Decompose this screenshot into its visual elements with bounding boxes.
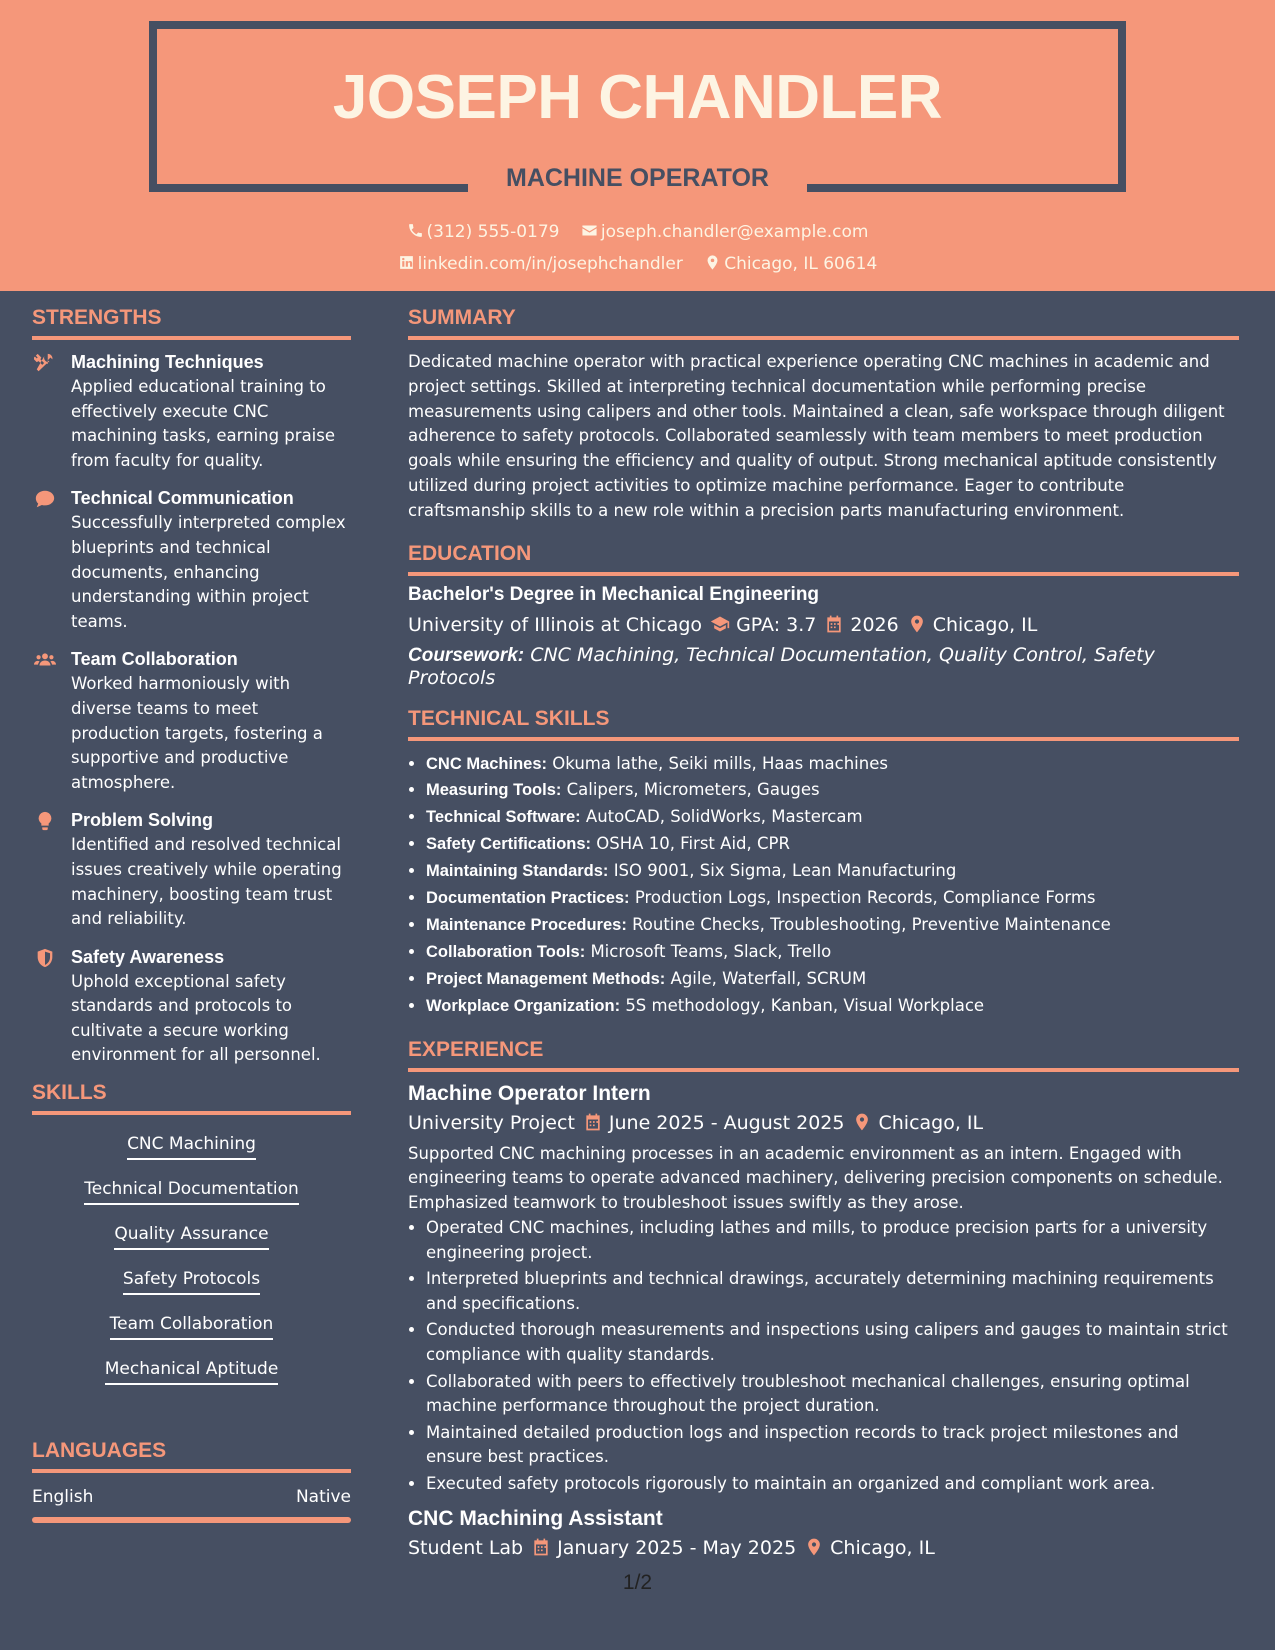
- strength-item: [32, 945, 351, 1068]
- skill-value: Okuma lathe, Seiki mills, Haas machines: [552, 753, 888, 773]
- skills-section: [32, 1081, 351, 1395]
- list-item: [426, 777, 1239, 804]
- envelope-icon: [581, 222, 598, 239]
- calendar-icon: [824, 614, 844, 634]
- graduation-cap-icon: [710, 614, 730, 634]
- skill-tag: Quality Assurance: [114, 1224, 268, 1250]
- skill-tag: Technical Documentation: [84, 1179, 299, 1205]
- strength-desc: Applied educational training to effectively execute CNC machining tasks, earning praise from faculty for quality.: [71, 377, 336, 470]
- location-text: Chicago, IL 60614: [724, 254, 878, 274]
- coursework-label: Coursework:: [408, 644, 525, 666]
- map-pin-icon: [804, 1537, 824, 1557]
- skill-value: ISO 9001, Six Sigma, Lean Manufacturing: [613, 861, 957, 881]
- strength-item: [32, 350, 351, 473]
- skill-tag: CNC Machining: [127, 1134, 256, 1160]
- list-item: [426, 912, 1239, 939]
- list-item: • Operated CNC machines, including lathes and mills, to produce precision parts for a university engineering project.: [426, 1216, 1239, 1265]
- skill-label: Safety Certifications:: [426, 835, 592, 854]
- list-item: [426, 885, 1239, 912]
- phone-icon: [407, 222, 424, 239]
- skill-label: Collaboration Tools:: [426, 942, 586, 961]
- strength-item: [32, 808, 351, 931]
- tools-icon: [34, 352, 56, 374]
- experience-title: EXPERIENCE: [408, 1038, 1239, 1072]
- job-location: Chicago, IL: [878, 1111, 984, 1134]
- skill-value: OSHA 10, First Aid, CPR: [596, 834, 790, 854]
- contact-row-1: [0, 222, 1275, 242]
- job-bullets: [408, 1216, 1239, 1497]
- candidate-name: JOSEPH CHANDLER: [332, 63, 943, 132]
- job-location: Chicago, IL: [830, 1536, 935, 1559]
- skill-label: Measuring Tools:: [426, 781, 562, 800]
- list-item: [426, 831, 1239, 858]
- language-row: [32, 1487, 351, 1507]
- list-item: • Collaborated with peers to effectively troubleshoot mechanical challenges, ensuring optimal machine performance throughout the project duration.: [426, 1370, 1239, 1419]
- job-dates: January 2025 - May 2025: [557, 1536, 797, 1559]
- skill-label: Documentation Practices:: [426, 889, 630, 908]
- education-meta: [408, 614, 1239, 636]
- job-description: Supported CNC machining processes in an academic environment as an intern. Engaged with engineering teams to operate advanced machinery, delivering precision components on schedule. Emphasized teamwork to troubleshoot issues swiftly as they arose.: [408, 1143, 1223, 1213]
- list-item: [426, 993, 1239, 1020]
- skill-label: Maintaining Standards:: [426, 862, 609, 881]
- list-item: • Interpreted blueprints and technical drawings, accurately determining machining requirements and specifications.: [426, 1267, 1239, 1316]
- shield-icon: [34, 947, 56, 969]
- strength-title: Machining Techniques: [71, 352, 264, 372]
- skill-value: Microsoft Teams, Slack, Trello: [590, 941, 832, 961]
- skill-value: 5S methodology, Kanban, Visual Workplace: [625, 995, 985, 1015]
- skill-value: Routine Checks, Troubleshooting, Preventive Maintenance: [632, 915, 1111, 935]
- strength-desc: Successfully interpreted complex blueprints and technical documents, enhancing understanding within project teams.: [71, 513, 346, 631]
- technical-skills-list: [408, 751, 1239, 1020]
- skill-label: CNC Machines:: [426, 754, 548, 773]
- list-item: • Executed safety protocols rigorously to maintain an organized and compliant work area.: [426, 1472, 1239, 1497]
- graduation-year: 2026: [850, 613, 899, 636]
- language-proficiency-bar: [32, 1517, 351, 1523]
- list-item: [426, 858, 1239, 885]
- skill-value: Agile, Waterfall, SCRUM: [670, 968, 867, 988]
- job-title: CNC Machining Assistant: [408, 1506, 663, 1530]
- map-pin-icon: [907, 614, 927, 634]
- linkedin-icon: [398, 254, 415, 271]
- page-number: 1/2: [622, 1571, 653, 1594]
- summary-text: Dedicated machine operator with practical experience operating CNC machines in academic and project settings. Skilled at interpreting technical documentation while performing precise measurements using calipers and other tools. Maintained a clean, safe workspace through diligent adherence to safety protocols. Collaborated seamlessly with team members to meet production goals while ensuring the efficiency and quality of output. Strong mechanical aptitude consistently utilized during project activities to optimize machine performance. Eager to contribute craftsmanship skills to a new role within a precision parts manufacturing environment.: [408, 352, 1225, 520]
- linkedin-text: linkedin.com/in/josephchandler: [417, 254, 683, 274]
- role-wrap: [0, 164, 1275, 193]
- coursework: [408, 644, 1239, 689]
- left-column: [32, 306, 351, 1523]
- strength-item: [32, 647, 351, 795]
- comment-icon: [34, 488, 56, 510]
- coursework-list: CNC Machining, Technical Documentation, Quality Control, Safety Protocols: [408, 643, 1155, 689]
- strength-desc: Worked harmoniously with diverse teams to meet production targets, fostering a supportive and productive atmosphere.: [71, 674, 323, 792]
- strengths-title: STRENGTHS: [32, 306, 351, 340]
- skill-tag: Team Collaboration: [110, 1314, 274, 1340]
- summary-title: SUMMARY: [408, 306, 1239, 340]
- map-pin-icon: [852, 1112, 872, 1132]
- location-item: [704, 254, 877, 274]
- skill-value: Calipers, Micrometers, Gauges: [566, 780, 820, 800]
- strength-title: Team Collaboration: [71, 649, 238, 670]
- contact-row-2: [0, 254, 1275, 274]
- list-item: [426, 751, 1239, 778]
- skill-value: AutoCAD, SolidWorks, Mastercam: [585, 807, 863, 827]
- skill-label: Technical Software:: [426, 808, 581, 827]
- map-pin-icon: [704, 254, 721, 271]
- languages-section: [32, 1439, 351, 1523]
- job-role: MACHINE OPERATOR: [468, 164, 807, 193]
- resume-header: [0, 0, 1275, 291]
- strength-desc: Uphold exceptional safety standards and protocols to cultivate a secure working environment for all personnel.: [71, 971, 321, 1065]
- job-meta: [408, 1537, 1239, 1559]
- job-title: Machine Operator Intern: [408, 1081, 651, 1105]
- users-icon: [34, 649, 56, 671]
- skill-tag: Mechanical Aptitude: [105, 1359, 279, 1385]
- language-level: Native: [295, 1487, 351, 1508]
- strength-title: Technical Communication: [71, 488, 294, 509]
- strength-item: [32, 486, 351, 634]
- skill-tag: Safety Protocols: [123, 1269, 260, 1295]
- skill-value: Production Logs, Inspection Records, Compliance Forms: [634, 888, 1096, 908]
- strength-title: Safety Awareness: [71, 946, 225, 967]
- job-org: Student Lab: [408, 1536, 524, 1559]
- skills-title: SKILLS: [32, 1081, 351, 1115]
- school-name: University of Illinois at Chicago: [408, 613, 703, 636]
- job-dates: June 2025 - August 2025: [608, 1111, 845, 1134]
- list-item: • Maintained detailed production logs and inspection records to track project milestones and ensure best practices.: [426, 1421, 1239, 1470]
- email-item[interactable]: [581, 222, 869, 242]
- right-column: [408, 306, 1239, 1559]
- calendar-icon: [531, 1537, 551, 1557]
- list-item: [426, 966, 1239, 993]
- education-location: Chicago, IL: [932, 613, 1038, 636]
- list-item: [426, 804, 1239, 831]
- lightbulb-icon: [34, 810, 56, 832]
- skill-label: Maintenance Procedures:: [426, 916, 627, 935]
- job-meta: [408, 1112, 1239, 1134]
- strength-title: Problem Solving: [71, 810, 214, 831]
- phone-text: (312) 555-0179: [426, 222, 560, 242]
- phone-item[interactable]: [407, 222, 560, 242]
- job-org: University Project: [408, 1111, 575, 1134]
- skill-list: [32, 1125, 351, 1395]
- calendar-icon: [583, 1112, 603, 1132]
- gpa: GPA: 3.7: [736, 613, 817, 636]
- skill-label: Project Management Methods:: [426, 969, 666, 988]
- technical-skills-title: TECHNICAL SKILLS: [408, 707, 1239, 741]
- language-name: English: [32, 1487, 94, 1508]
- languages-title: LANGUAGES: [32, 1439, 351, 1473]
- degree-title: Bachelor's Degree in Mechanical Engineering: [408, 583, 820, 605]
- linkedin-item[interactable]: [398, 254, 683, 274]
- list-item: • Conducted thorough measurements and inspections using calipers and gauges to maintain strict compliance with quality standards.: [426, 1318, 1239, 1367]
- list-item: [426, 939, 1239, 966]
- skill-label: Workplace Organization:: [426, 996, 621, 1015]
- education-title: EDUCATION: [408, 542, 1239, 576]
- strength-desc: Identified and resolved technical issues creatively while operating machinery, boosting team trust and reliability.: [71, 835, 342, 929]
- email-text: joseph.chandler@example.com: [600, 222, 869, 242]
